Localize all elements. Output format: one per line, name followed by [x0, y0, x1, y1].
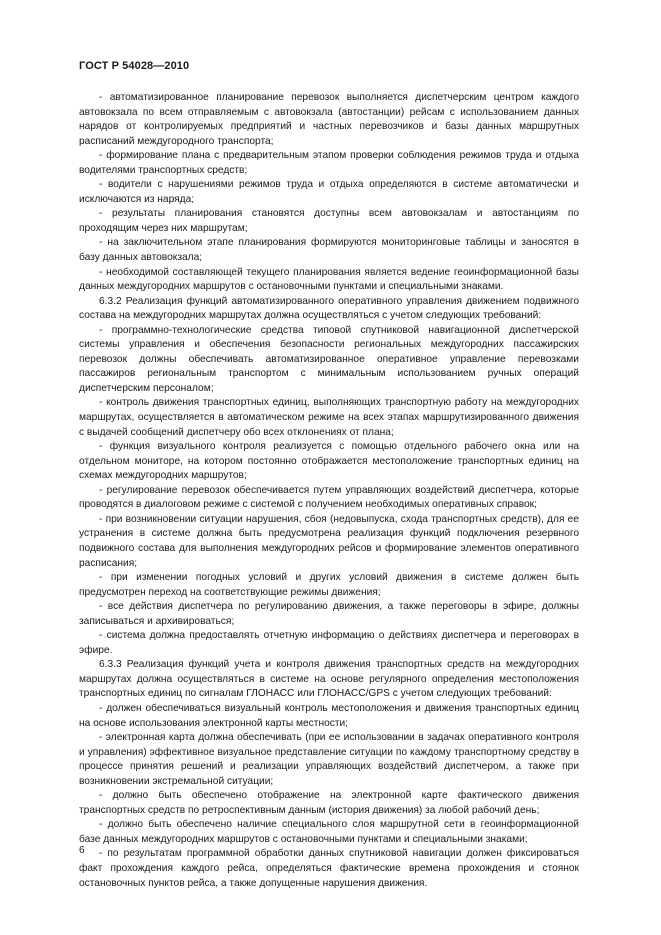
paragraph: - программно-технологические средства типовой спутниковой навигационной диспетчерской системы управления и обеспечения безопасности региональных междугородних пассажирских перевозок должны обеспечивать автоматизированное оперативное управление перевозками пассажиров региональным транспортом с минимальным использованием ручных операций диспетчерским персоналом; — [79, 324, 579, 394]
paragraph: - результаты планирования становятся доступны всем автовокзалам и автостанциям по проходящим через них маршрутам; — [79, 208, 579, 234]
section-paragraph: 6.3.2 Реализация функций автоматизированного оперативного управления движением подвижного состава на междугородних маршрутах должна осуществляться с учетом следующих требований: — [79, 295, 579, 322]
paragraph: - должен обеспечиваться визуальный контроль местоположения и движения транспортных единиц на основе использования электронной карты местности; — [79, 702, 579, 729]
section-paragraph: 6.3.3 Реализация функций учета и контроля движения транспортных средств на междугородних маршрутах должна осуществляться в системе на основе регулярного определения местоположения транспортных единиц по сигналам ГЛОНАСС или ГЛОНАСС/GPS с учетом следующих требований: — [79, 659, 579, 700]
paragraph: - автоматизированное планирование перевозок выполняется диспетчерским центром каждого автовокзала по всем отправляемым с автовокзала (автостанции) рейсам с использованием данных нарядов от контролируемых предприятий и частных перевозчиков и базы данных маршрутных расписаний междугородного транспорта; — [79, 92, 579, 147]
paragraph: - функция визуального контроля реализуется с помощью отдельного рабочего окна или на отдельном мониторе, на котором постоянно отображается местоположение транспортных единиц на схемах междугородних маршрутов; — [79, 441, 579, 482]
document-header: ГОСТ Р 54028—2010 — [79, 60, 190, 72]
document-body — [79, 91, 579, 891]
paragraph: - по результатам программной обработки данных спутниковой навигации должен фиксироваться факт прохождения каждого рейса, определяться фактические времена прохождения и стоянок остановочных пунктов рейса, а также допущенные нарушения движения. — [79, 848, 579, 889]
paragraph: - регулирование перевозок обеспечивается путем управляющих воздействий диспетчера, которые проводятся в диалоговом режиме с системой с получением необходимых оперативных справок; — [79, 484, 579, 511]
page-number: 6 — [79, 845, 85, 856]
paragraph: - формирование плана с предварительным этапом проверки соблюдения режимов труда и отдыха водителями транспортных средств; — [79, 150, 579, 176]
paragraph: - необходимой составляющей текущего планирования является ведение геоинформационной базы данных междугородних маршрутов с остановочными пунктами и специальными знаками. — [79, 266, 579, 293]
paragraph: - при возникновении ситуации нарушения, сбоя (недовыпуска, схода транспортных средств), для ее устранения в системе должна быть предусмотрена реализация функций подключения резервного подвижного состава для выполнения междугородних рейсов и формирование элементов оперативного расписания; — [79, 513, 579, 569]
paragraph: - водители с нарушениями режимов труда и отдыха определяются в системе автоматически и исключаются из наряда; — [79, 179, 579, 205]
paragraph: - должно быть обеспечено отображение на электронной карте фактического движения транспортных средств по ретроспективным данным (история движения) за любой рабочий день; — [79, 790, 579, 816]
paragraph: - электронная карта должна обеспечивать (при ее использовании в задачах оперативного контроля и управления) эффективное визуальное представление ситуации по каждому транспортному средству в процессе принятия решений и реализации управляющих воздействий диспетчером, а также при возникновении экстремальной ситуации; — [79, 732, 579, 787]
paragraph: - система должна предоставлять отчетную информацию о действиях диспетчера и переговорах в эфире. — [79, 630, 579, 656]
paragraph: - все действия диспетчера по регулированию движения, а также переговоры в эфире, должны записываться и архивироваться; — [79, 601, 579, 627]
paragraph: - при изменении погодных условий и других условий движения в системе должен быть предусмотрен переход на соответствующие режимы движения; — [79, 572, 579, 598]
paragraph: - на заключительном этапе планирования формируются мониторинговые таблицы и заносятся в базу данных автовокзала; — [79, 237, 579, 264]
paragraph: - контроль движения транспортных единиц, выполняющих транспортную работу на междугородних маршрутах, осуществляется в автоматическом режиме на всех этапах маршрутизированного движения с выдачей сообщений диспетчеру обо всех отклонениях от плана; — [79, 397, 579, 438]
paragraph: - должно быть обеспечено наличие специального слоя маршрутной сети в геоинформационной базе данных междугородних маршрутов с остановочными пунктами и специальными знаками; — [79, 819, 579, 845]
